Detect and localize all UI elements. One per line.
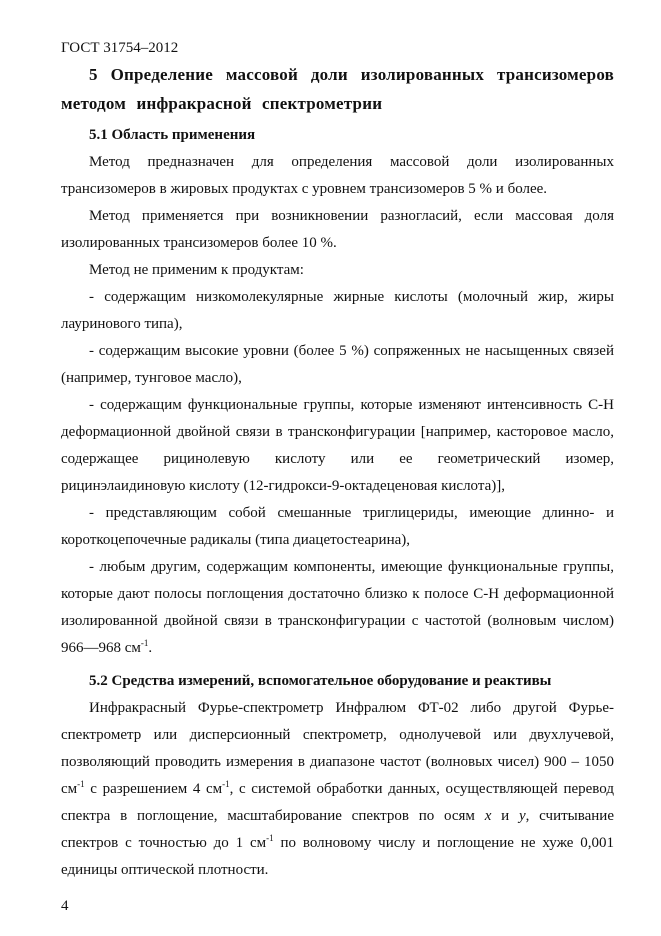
section-5-2-axis-y: y	[518, 808, 526, 824]
section-5-heading: 5 Определение массовой доли изолированных трансизомеров методом инфракрасной спектрометрии	[61, 65, 614, 113]
section-5-2-text-b: с разрешением 4 см	[84, 781, 223, 797]
exclusion-list-item-1: - содержащим низкомолекулярные жирные кислоты (молочный жир, жиры лауринового типа),	[61, 289, 614, 332]
section-5-2-text-and: и	[491, 808, 519, 824]
exclusion-list-item-2: - содержащим высокие уровни (более 5 %) сопряженных не насыщенных связей (например, тунговое масло),	[61, 343, 614, 386]
document-body	[61, 60, 614, 884]
section-5-2-superscript-3: -1	[266, 833, 274, 843]
section-5-2-superscript-2: -1	[222, 779, 230, 789]
section-5-2-text-a: Инфракрасный Фурье-спектрометр Инфралюм ФТ-02 либо другой Фурье-спектрометр или дисперсионный спектрометр, однолучевой или двухлучевой, позволяющий проводить измерения в диапазоне частот (волновых чисел) 900 – 1050 см	[61, 700, 614, 797]
exclusion-list-item-5-superscript: -1	[140, 638, 149, 648]
exclusion-list-item-5-text: - любым другим, содержащим компоненты, имеющие функциональные группы, которые дают полосы поглощения достаточно близко к полосе С-Н деформационной изолированной двойной связи в трансконфигурации с частотой (волновым числом) 966—968 см	[61, 559, 614, 656]
section-5-2-axis-x: x	[484, 808, 492, 824]
section-5-2-text-e: по волновому числу и поглощение не хуже 0,001 единицы оптической плотности.	[61, 835, 614, 878]
section-5-1-paragraph-1: Метод предназначен для определения массовой доли изолированных трансизомеров в жировых продуктах с уровнем трансизомеров 5 % и более.	[61, 154, 614, 197]
section-5-2-text-c: , с системой обработки данных, осуществляющей перевод спектра в поглощение, масштабирование спектров по осям	[61, 781, 614, 824]
section-5-2-paragraph-1	[61, 695, 614, 884]
section-5-1-paragraph-3: Метод не применим к продуктам:	[89, 262, 304, 278]
page-number: 4	[61, 898, 69, 914]
exclusion-list-item-5-end: .	[148, 640, 153, 656]
section-5-2-heading: 5.2 Средства измерений, вспомогательное оборудование и реактивы	[89, 673, 552, 689]
exclusion-list-item-5	[61, 554, 614, 662]
section-5-1-heading: 5.1 Область применения	[89, 127, 256, 143]
exclusion-list-item-4: - представляющим собой смешанные триглицериды, имеющие длинно- и короткоцепочечные радикалы (типа диацетостеарина),	[61, 505, 614, 548]
exclusion-list-item-3: - содержащим функциональные группы, которые изменяют интенсивность С-Н деформационной двойной связи в трансконфигурации [например, касторовое масло, содержащее рицинолевую кислоту или ее геометрический изомер, рицинэлаидиновую кислоту (12-гидрокси-9-октадеценовая кислота)],	[61, 397, 614, 494]
section-5-2-text-d: , считывание спектров с точностью до 1 см	[61, 808, 614, 851]
section-5-1-paragraph-2: Метод применяется при возникновении разногласий, если массовая доля изолированных трансизомеров более 10 %.	[61, 208, 614, 251]
section-5-2-superscript-1: -1	[77, 779, 85, 789]
document-header-code: ГОСТ 31754–2012	[61, 40, 179, 56]
